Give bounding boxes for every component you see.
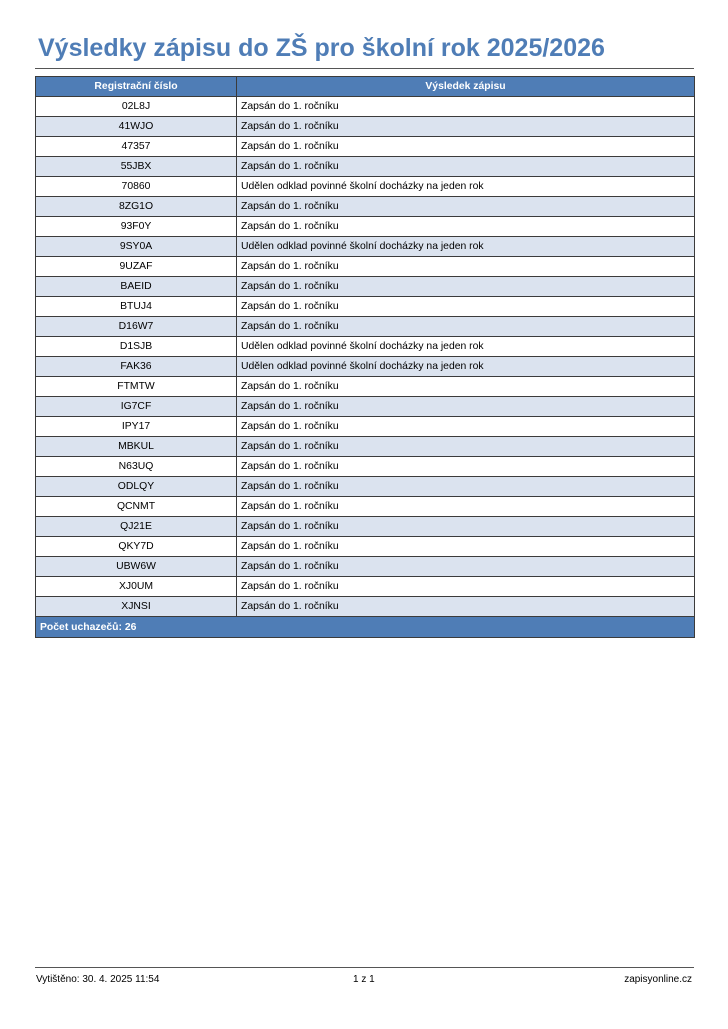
enrollment-result: Zapsán do 1. ročníku [237,197,695,217]
enrollment-result: Zapsán do 1. ročníku [237,157,695,177]
registration-code: IPY17 [36,417,237,437]
footer-divider [35,967,694,968]
enrollment-result: Zapsán do 1. ročníku [237,497,695,517]
registration-code: BTUJ4 [36,297,237,317]
registration-code: 02L8J [36,97,237,117]
table-row [36,317,695,337]
table-row [36,377,695,397]
registration-code: 9UZAF [36,257,237,277]
page-title: Výsledky zápisu do ZŠ pro školní rok 2025/2026 [38,34,605,62]
table-row [36,237,695,257]
table-row [36,337,695,357]
registration-code: D16W7 [36,317,237,337]
printed-timestamp: Vytištěno: 30. 4. 2025 11:54 [36,974,160,985]
table-footer-row [36,617,695,638]
enrollment-result: Zapsán do 1. ročníku [237,477,695,497]
registration-code: QJ21E [36,517,237,537]
enrollment-result: Zapsán do 1. ročníku [237,117,695,137]
table-row [36,277,695,297]
results-table [35,76,695,638]
enrollment-result: Zapsán do 1. ročníku [237,377,695,397]
table-row [36,517,695,537]
registration-code: UBW6W [36,557,237,577]
registration-code: N63UQ [36,457,237,477]
registration-code: 55JBX [36,157,237,177]
registration-code: 70860 [36,177,237,197]
column-header-result: Výsledek zápisu [237,77,695,97]
title-divider [35,68,694,69]
table-row [36,577,695,597]
table-row [36,117,695,137]
table-row [36,197,695,217]
enrollment-result: Zapsán do 1. ročníku [237,297,695,317]
table-row [36,157,695,177]
enrollment-result: Zapsán do 1. ročníku [237,517,695,537]
registration-code: QCNMT [36,497,237,517]
table-row [36,297,695,317]
table-body [36,97,695,617]
enrollment-result: Zapsán do 1. ročníku [237,457,695,477]
column-header-code: Registrační číslo [36,77,237,97]
table-row [36,497,695,517]
enrollment-result: Zapsán do 1. ročníku [237,437,695,457]
enrollment-result: Udělen odklad povinné školní docházky na jeden rok [237,177,695,197]
table-row [36,177,695,197]
enrollment-result: Zapsán do 1. ročníku [237,577,695,597]
table-row [36,217,695,237]
registration-code: XJNSI [36,597,237,617]
enrollment-result: Zapsán do 1. ročníku [237,537,695,557]
registration-code: QKY7D [36,537,237,557]
registration-code: FAK36 [36,357,237,377]
enrollment-result: Zapsán do 1. ročníku [237,97,695,117]
registration-code: MBKUL [36,437,237,457]
registration-code: D1SJB [36,337,237,357]
enrollment-result: Zapsán do 1. ročníku [237,317,695,337]
table-row [36,257,695,277]
enrollment-result: Zapsán do 1. ročníku [237,397,695,417]
registration-code: XJ0UM [36,577,237,597]
registration-code: FTMTW [36,377,237,397]
enrollment-result: Udělen odklad povinné školní docházky na jeden rok [237,237,695,257]
registration-code: IG7CF [36,397,237,417]
enrollment-result: Zapsán do 1. ročníku [237,217,695,237]
table-row [36,417,695,437]
enrollment-result: Zapsán do 1. ročníku [237,257,695,277]
table-row [36,97,695,117]
table-row [36,457,695,477]
table-row [36,437,695,457]
registration-code: 93F0Y [36,217,237,237]
table-row [36,597,695,617]
table-row [36,477,695,497]
registration-code: 9SY0A [36,237,237,257]
registration-code: 47357 [36,137,237,157]
site-name: zapisyonline.cz [624,974,692,985]
enrollment-result: Zapsán do 1. ročníku [237,277,695,297]
table-row [36,557,695,577]
registration-code: 41WJO [36,117,237,137]
enrollment-result: Udělen odklad povinné školní docházky na jeden rok [237,337,695,357]
table-row [36,397,695,417]
table-row [36,357,695,377]
registration-code: ODLQY [36,477,237,497]
registration-code: BAEID [36,277,237,297]
enrollment-result: Zapsán do 1. ročníku [237,597,695,617]
enrollment-result: Zapsán do 1. ročníku [237,417,695,437]
registration-code: 8ZG1O [36,197,237,217]
applicant-count: Počet uchazečů: 26 [36,617,695,638]
enrollment-result: Udělen odklad povinné školní docházky na jeden rok [237,357,695,377]
table-row [36,137,695,157]
enrollment-result: Zapsán do 1. ročníku [237,557,695,577]
table-row [36,537,695,557]
page-number: 1 z 1 [353,974,375,985]
enrollment-result: Zapsán do 1. ročníku [237,137,695,157]
table-header-row [36,77,695,97]
